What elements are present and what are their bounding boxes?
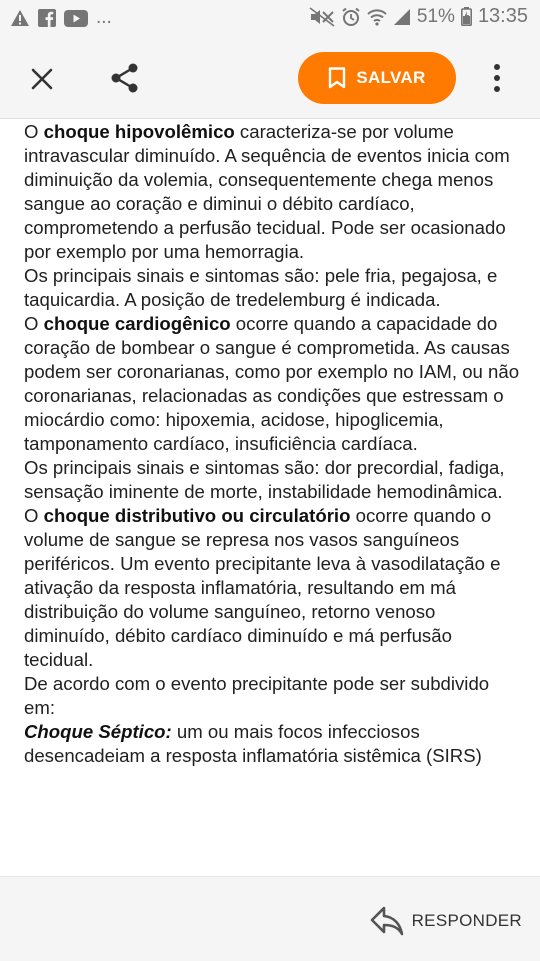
more-options-icon — [494, 64, 500, 70]
emphasized-term: choque hipovolêmico — [43, 121, 235, 142]
text-segment: ocorre quando o volume de sangue se represa nos vasos sanguíneos periféricos. Um evento precipitante leva à vasodilatação e ativação da resposta inflamatória, resultando em má distribuição do volume sanguíneo, retorno venoso diminuído, débito cardíaco diminuído e má perfusão tecidual. — [24, 505, 501, 670]
more-notifications-indicator: ... — [96, 7, 112, 28]
answer-text — [24, 120, 524, 876]
share-icon — [109, 62, 141, 94]
bottom-bar — [0, 876, 540, 961]
wifi-icon — [367, 8, 387, 26]
save-button-label: SALVAR — [356, 68, 426, 87]
emphasized-term: Choque Séptico: — [24, 721, 172, 742]
alarm-icon — [341, 7, 361, 27]
answer-paragraph — [24, 672, 524, 720]
battery-icon — [461, 7, 472, 26]
mute-icon — [309, 7, 335, 27]
status-right-icons — [309, 5, 528, 28]
answer-paragraph — [24, 456, 524, 504]
answer-paragraph — [24, 120, 524, 264]
share-button[interactable] — [103, 56, 147, 100]
battery-percent: 51% — [416, 5, 455, 27]
text-segment: O — [24, 313, 44, 334]
text-segment: Os principais sinais e sintomas são: pele fria, pegajosa, e taquicardia. A posição de tredelemburg é indicada. — [24, 265, 498, 310]
reply-button-label: RESPONDER — [411, 911, 522, 930]
status-left-icons — [10, 7, 112, 29]
text-segment: caracteriza-se por volume intravascular diminuído. A sequência de eventos inicia com diminuição da volemia, consequentemente chega menos sangue ao coração e diminui o débito cardíaco, comprometendo a perfusão tecidual. Pode ser ocasionado por exemplo por uma hemorragia. — [24, 121, 510, 262]
answer-paragraph — [24, 720, 524, 768]
text-segment: um ou mais focos infecciosos desencadeiam a resposta inflamatória sistêmica (SIRS) — [24, 721, 482, 766]
close-button[interactable] — [20, 57, 64, 101]
warning-icon — [10, 9, 30, 27]
clock: 13:35 — [477, 5, 528, 27]
status-bar — [0, 0, 540, 36]
reply-icon — [370, 905, 404, 937]
emphasized-term: choque cardiogênico — [43, 313, 231, 334]
answer-paragraph — [24, 312, 524, 456]
text-segment: O — [24, 121, 44, 142]
text-segment: Os principais sinais e sintomas são: dor precordial, fadiga, sensação iminente de morte, instabilidade hemodinâmica. — [24, 457, 505, 502]
more-options-button[interactable] — [482, 56, 512, 100]
facebook-icon — [38, 9, 56, 27]
text-segment: ocorre quando a capacidade do coração de bombear o sangue é comprometida. As causas podem ser coronarianas, como por exemplo no IAM, ou não coronarianas, relacionadas as condições que estressam o miocárdio como: hipoxemia, acidose, hipoglicemia, tamponamento cardíaco, insuficiência cardíaca. — [24, 313, 520, 454]
bookmark-icon — [328, 67, 346, 89]
text-segment: De acordo com o evento precipitante pode ser subdivido em: — [24, 673, 490, 718]
reply-button[interactable] — [370, 901, 522, 941]
answer-paragraph — [24, 504, 524, 672]
youtube-icon — [64, 10, 88, 27]
save-button[interactable] — [298, 52, 456, 104]
text-segment: O — [24, 505, 44, 526]
signal-icon — [393, 8, 411, 26]
top-toolbar — [0, 36, 540, 119]
answer-paragraph — [24, 264, 524, 312]
emphasized-term: choque distributivo ou circulatório — [43, 505, 351, 526]
close-icon — [30, 67, 54, 91]
